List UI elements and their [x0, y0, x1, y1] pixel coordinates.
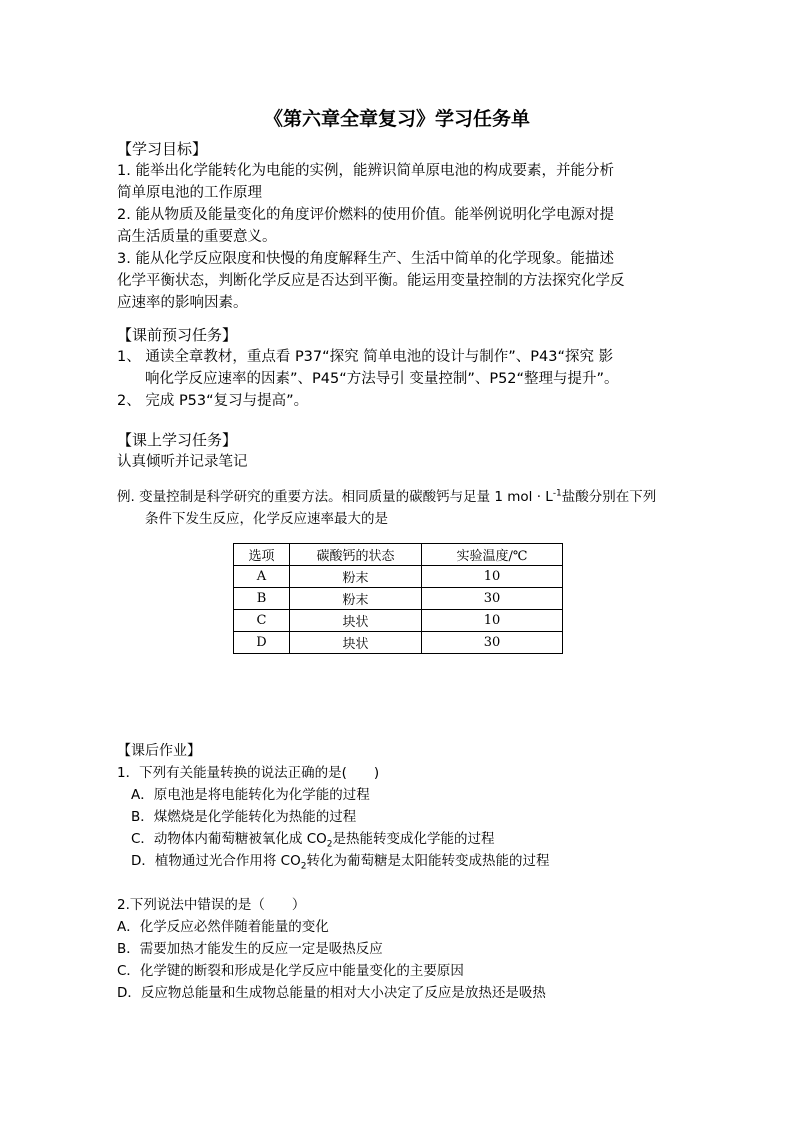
- table-row: [234, 632, 563, 654]
- table-cell: A: [234, 566, 290, 588]
- page-title: 《第六章全章复习》学习任务单: [263, 108, 530, 130]
- table-cell: 粉末: [290, 566, 422, 588]
- homework-section: [117, 740, 549, 1004]
- homework-heading: 【课后作业】: [117, 743, 201, 759]
- question-1-stem: 1．下列有关能量转换的说法正确的是( ): [117, 765, 380, 781]
- preview-section: [117, 324, 619, 412]
- question-1-option-d: D．植物通过光合作用将 $CO_2$转化为葡萄糖是太阳能转变成热能的过程: [131, 853, 550, 872]
- table-row: [234, 588, 563, 610]
- objective-line: 2. 能从物质及能量变化的角度评价燃料的使用价值。能举例说明化学电源对提: [117, 207, 614, 223]
- table-header-row: [234, 544, 563, 566]
- question-1-option-a: A．原电池是将电能转化为化学能的过程: [131, 787, 370, 803]
- table-cell: 块状: [290, 632, 422, 654]
- objective-line: 化学平衡状态，判断化学反应是否达到平衡。能运用变量控制的方法探究化学反: [117, 273, 625, 289]
- table-cell: 粉末: [290, 588, 422, 610]
- table-cell: B: [234, 588, 290, 610]
- objective-line: 简单原电池的工作原理: [117, 185, 262, 201]
- question-2-option-b: B．需要加热才能发生的反应一定是吸热反应: [117, 941, 383, 957]
- table-row: [234, 566, 563, 588]
- preview-task-2: 2、 完成 P53“复习与提高”。: [117, 393, 309, 409]
- table-cell: 30: [422, 632, 563, 654]
- objectives-heading: 【学习目标】: [117, 140, 208, 158]
- question-2-option-a: A．化学反应必然伴随着能量的变化: [117, 919, 329, 935]
- question-2-option-d: D．反应物总能量和生成物总能量的相对大小决定了反应是放热还是吸热: [117, 985, 546, 1001]
- example-line-1: 例. 变量控制是科学研究的重要方法。相同质量的碳酸钙与足量 1 mol · $L^{-1}$盐酸分别在下列: [117, 488, 657, 505]
- question-1-option-b: B．煤燃烧是化学能转化为热能的过程: [131, 809, 357, 825]
- inclass-section: [117, 429, 248, 473]
- objective-line: 应速率的影响因素。: [117, 295, 248, 311]
- example-line-2: 条件下发生反应，化学反应速率最大的是: [145, 511, 388, 527]
- question-2-option-c: C．化学键的断裂和形成是化学反应中能量变化的主要原因: [117, 963, 464, 979]
- table-cell: 10: [422, 566, 563, 588]
- question-1-option-c: C．动物体内葡萄糖被氧化成 $CO_2$是热能转变成化学能的过程: [131, 831, 495, 850]
- table-cell: 块状: [290, 610, 422, 632]
- table-cell: D: [234, 632, 290, 654]
- table-cell: C: [234, 610, 290, 632]
- options-table: [233, 543, 563, 654]
- inclass-text: 认真倾听并记录笔记: [117, 454, 248, 470]
- example-question: [117, 486, 656, 530]
- objective-line: 3. 能从化学反应限度和快慢的角度解释生产、生活中简单的化学现象。能描述: [117, 251, 614, 267]
- preview-task-1: 1、 通读全章教材，重点看 P37“探究 简单电池的设计与制作”、P43“探究 影: [117, 349, 614, 365]
- inclass-heading: 【课上学习任务】: [117, 431, 238, 449]
- preview-task-1-cont: 响化学反应速率的因素”、P45“方法导引 变量控制”、P52“整理与提升”。: [145, 371, 619, 387]
- table-row: [234, 610, 563, 632]
- table-header-cell: 碳酸钙的状态: [290, 544, 422, 566]
- question-2-stem: 2.下列说法中错误的是（ ）: [117, 897, 306, 913]
- table-cell: 10: [422, 610, 563, 632]
- objectives-section: [117, 138, 625, 314]
- objective-line: 高生活质量的重要意义。: [117, 229, 277, 245]
- objective-line: 1. 能举出化学能转化为电能的实例，能辨识简单原电池的构成要素，并能分析: [117, 163, 614, 179]
- table-cell: 30: [422, 588, 563, 610]
- preview-heading: 【课前预习任务】: [117, 326, 238, 344]
- table-header-cell: 选项: [234, 544, 290, 566]
- table-header-cell: 实验温度/℃: [422, 544, 563, 566]
